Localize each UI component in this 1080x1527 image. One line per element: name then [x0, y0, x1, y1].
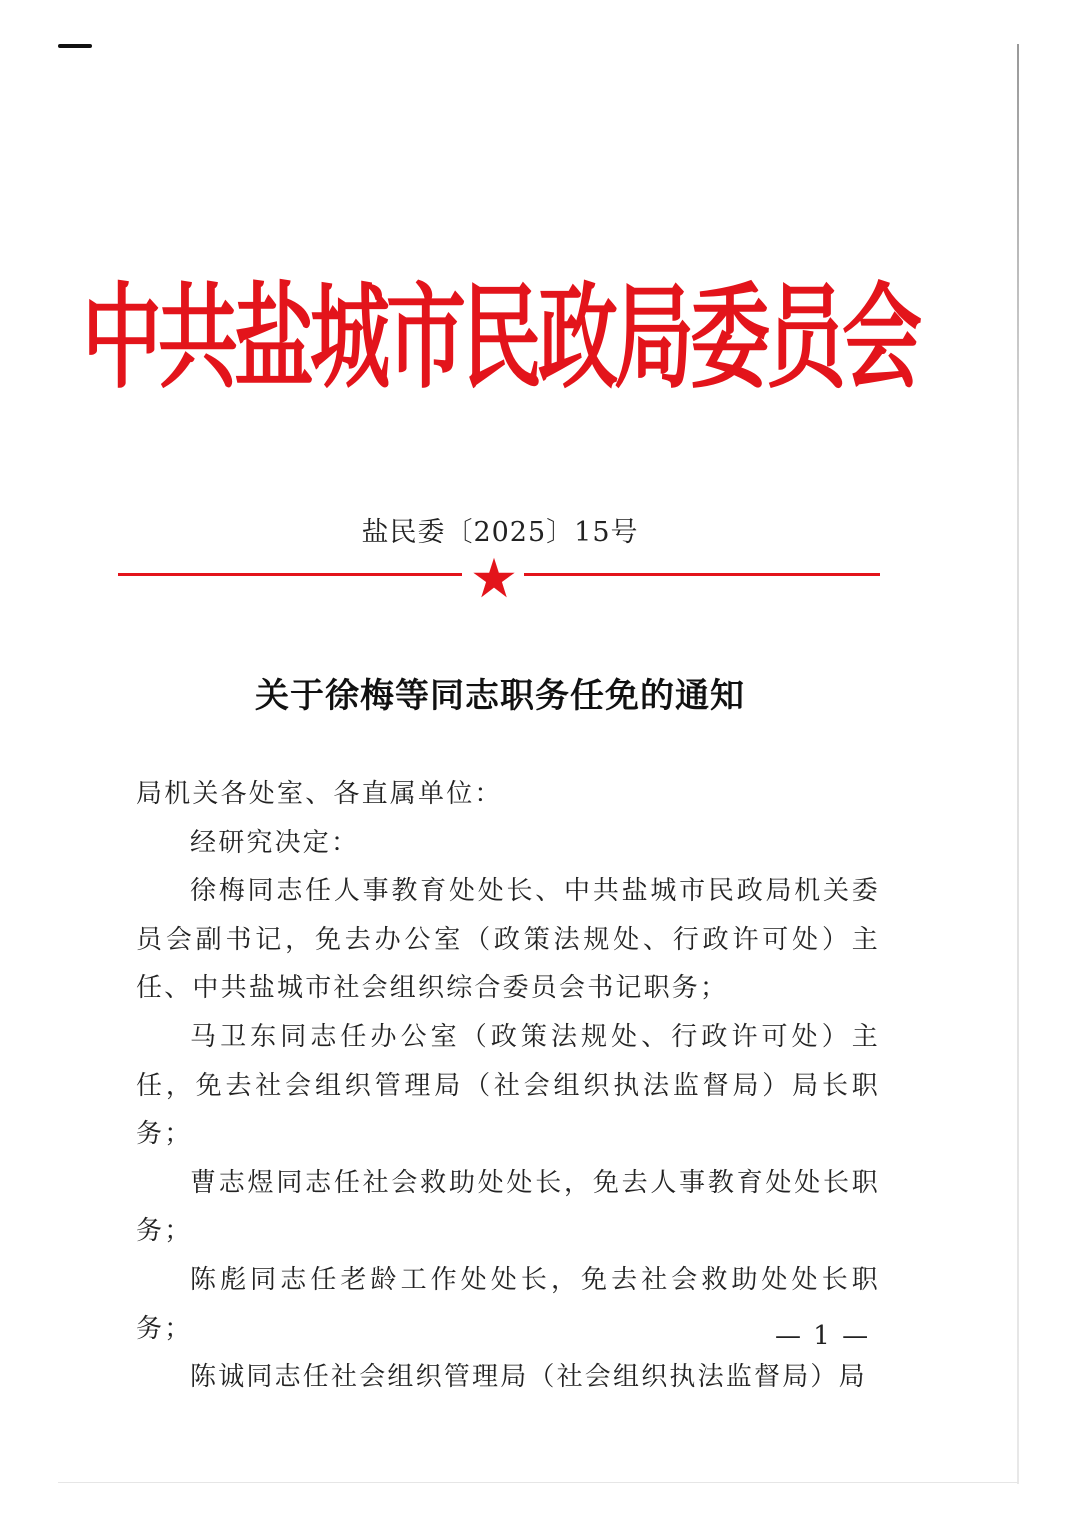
- body-paragraph: 曹志煜同志任社会救助处处长，免去人事教育处处长职务；: [136, 1167, 880, 1247]
- document-number: 盐民委〔2025〕15号: [361, 517, 639, 548]
- red-divider-right: [524, 573, 880, 576]
- document-body: [136, 770, 880, 1402]
- document-title: 关于徐梅等同志职务任免的通知: [255, 676, 745, 716]
- addressee-line: 局机关各处室、各直属单位：: [136, 779, 503, 809]
- body-paragraph: 马卫东同志任办公室（政策法规处、行政许可处）主任，免去社会组织管理局（社会组织执法监督局）局长职务；: [136, 1021, 880, 1150]
- scan-page-edge-right: [1017, 44, 1019, 1484]
- body-paragraph: 经研究决定：: [190, 827, 360, 858]
- body-paragraph: 徐梅同志任人事教育处处长、中共盐城市民政局机关委员会副书记，免去办公室（政策法规处、行政许可处）主任、中共盐城市社会组织综合委员会书记职务；: [136, 876, 880, 1004]
- page-number: — 1 —: [775, 1321, 871, 1351]
- red-divider-left: [118, 573, 462, 576]
- red-star-icon: [472, 556, 516, 600]
- scan-edge-mark: [58, 44, 92, 48]
- issuer-masthead: 中共盐城市民政局委员会: [82, 272, 918, 405]
- body-paragraph: 陈诚同志任社会组织管理局（社会组织执法监督局）局: [190, 1362, 867, 1393]
- scan-page-edge-bottom: [58, 1482, 1018, 1483]
- body-paragraph: 陈彪同志任老龄工作处处长，免去社会救助处处长职务；: [136, 1264, 880, 1344]
